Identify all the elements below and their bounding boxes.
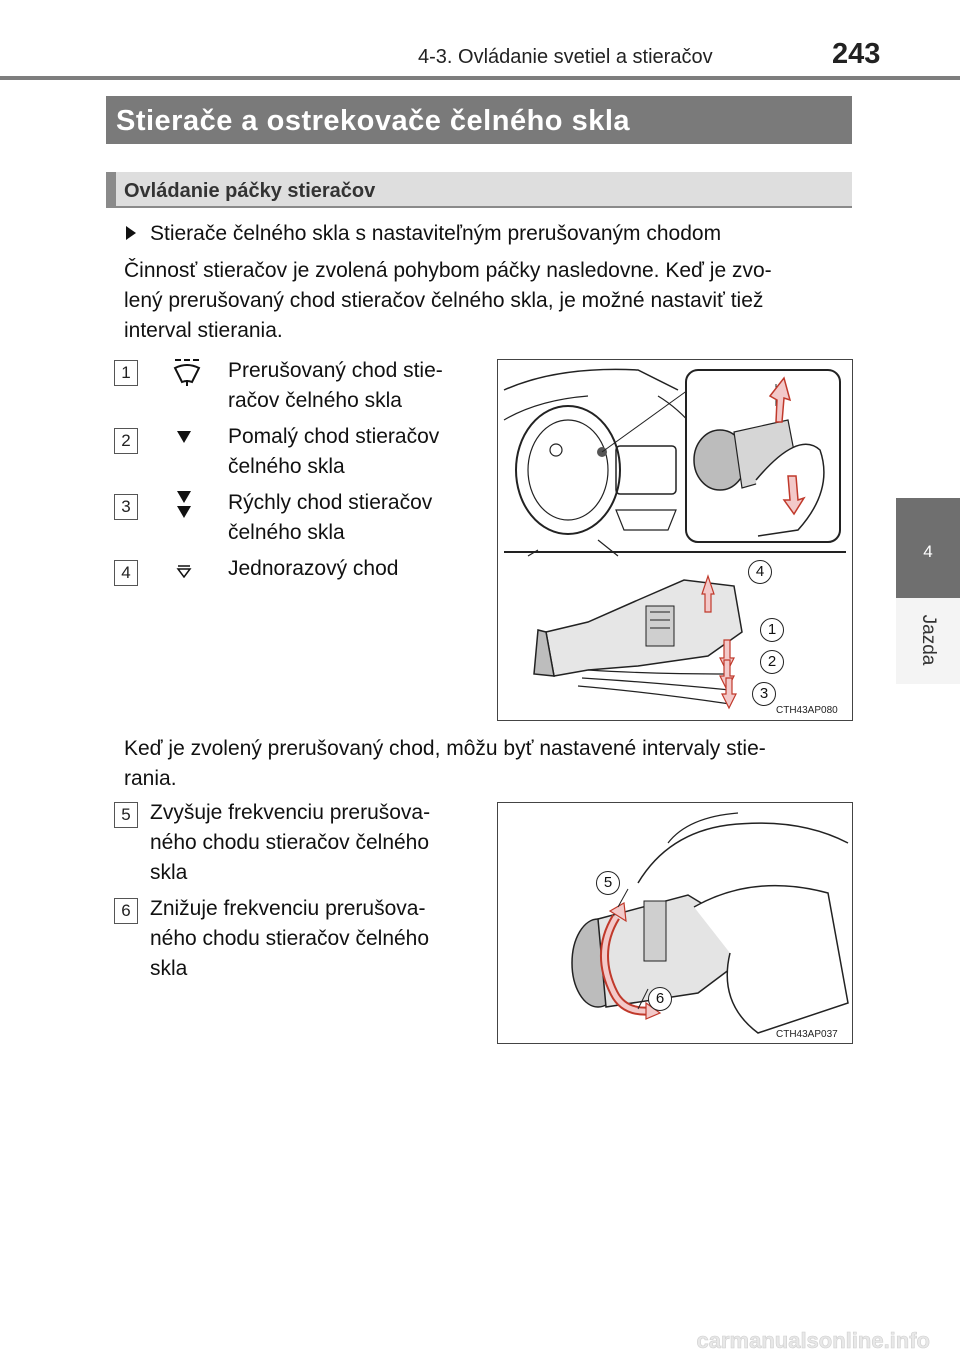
header-rule (0, 76, 960, 80)
item-text-line: Jednorazový chod (228, 557, 399, 580)
item-text-line: Prerušovaný chod stie- (228, 359, 443, 382)
item-text-line: Zvyšuje frekvenciu prerušova- (150, 801, 431, 824)
subtitle-rule (106, 206, 852, 208)
running-header-section: 4-3. Ovládanie svetiel a stieračov (418, 46, 713, 68)
item-text-line: skla (150, 957, 188, 980)
intro-line: Činnosť stieračov je zvolená pohybom páčky nasledovne. Keď je zvo- (124, 259, 772, 282)
interval-adjust-figure (497, 802, 853, 1044)
item-number: 1 (114, 360, 138, 386)
wiper-lever-figure (497, 359, 853, 721)
bullet-text: Stierače čelného skla s nastaviteľným prerušovaným chodom (150, 222, 722, 245)
figure-code: CTH43AP080 (776, 705, 838, 716)
page-number: 243 (832, 38, 881, 70)
watermark-text: carmanualsonline.info (696, 1328, 930, 1353)
bullet-arrow-icon (126, 226, 136, 240)
item-number: 4 (114, 560, 138, 586)
callout-marker: 1 (760, 618, 784, 642)
callout-marker: 5 (596, 871, 620, 895)
item-text-line: ného chodu stieračov čelného (150, 831, 430, 854)
item-text-line: skla (150, 861, 188, 884)
callout-marker: 6 (648, 987, 672, 1011)
chapter-number: 4 (923, 542, 933, 561)
mid-line: rania. (124, 767, 177, 790)
single-triangle-down-icon (176, 430, 192, 449)
callout-marker: 3 (752, 682, 776, 706)
double-triangle-down-icon (176, 490, 192, 525)
item-text-line: Znižuje frekvenciu prerušova- (150, 897, 426, 920)
item-number: 5 (114, 802, 138, 828)
figure-code: CTH43AP037 (776, 1029, 838, 1040)
item-text-line: Rýchly chod stieračov (228, 491, 433, 514)
callout-marker: 2 (760, 650, 784, 674)
item-text-line: čelného skla (228, 455, 345, 478)
item-text-line: ného chodu stieračov čelného (150, 927, 430, 950)
subtitle: Ovládanie páčky stieračov (124, 180, 376, 202)
chapter-name: Jazda (918, 614, 939, 666)
mid-line: Keď je zvolený prerušovaný chod, môžu byť nastavené intervaly stie- (124, 737, 766, 760)
page-title: Stierače a ostrekovače čelného skla (116, 105, 631, 137)
interval-adjust-illustration (498, 803, 852, 1043)
item-text-line: Pomalý chod stieračov (228, 425, 440, 448)
intro-line: interval stierania. (124, 319, 283, 342)
wiper-lever-illustration (498, 360, 852, 720)
item-number: 2 (114, 428, 138, 454)
intro-line: lený prerušovaný chod stieračov čelného skla, je možné nastaviť tiež (124, 289, 764, 312)
outline-triangle-down-icon (176, 564, 192, 583)
item-number: 3 (114, 494, 138, 520)
footer-watermark (0, 1326, 960, 1356)
intermittent-wiper-icon (172, 356, 202, 388)
item-text-line: čelného skla (228, 521, 345, 544)
callout-marker: 4 (748, 560, 772, 584)
item-number: 6 (114, 898, 138, 924)
item-text-line: račov čelného skla (228, 389, 402, 412)
